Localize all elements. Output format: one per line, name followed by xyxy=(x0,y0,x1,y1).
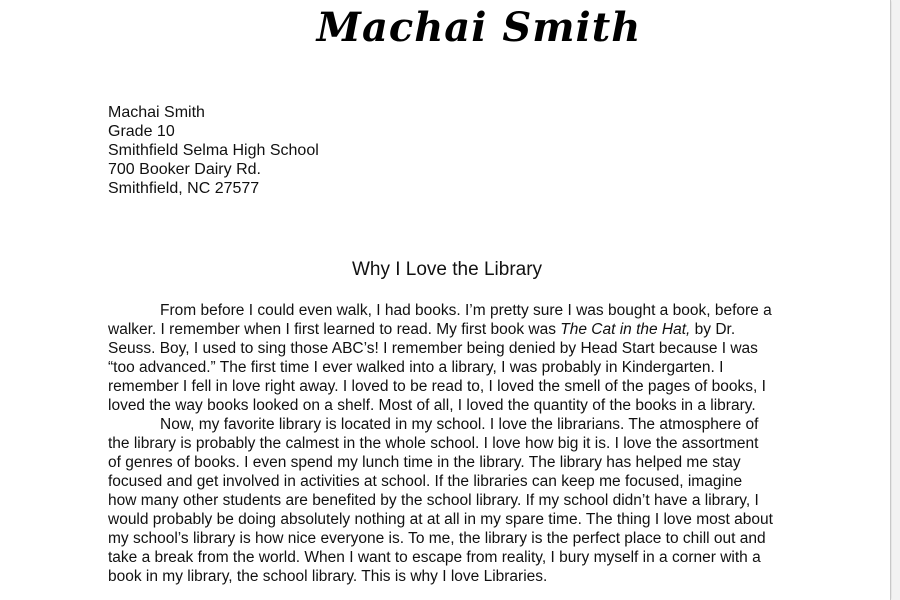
paragraph-line: “too advanced.” The first time I ever walked into a library, I was probably in Kindergarten. I xyxy=(108,359,724,376)
paragraph-line: focused and get involved in activities at school. If the libraries can keep me focused, imagine xyxy=(108,473,743,490)
paragraph-line: From before I could even walk, I had books. I’m pretty sure I was bought a book, before a xyxy=(160,302,772,319)
header-name: Machai Smith xyxy=(316,4,642,51)
paragraph-line: remember I fell in love right away. I loved to be read to, I loved the smell of the pages of books, I xyxy=(108,378,766,395)
line-text: by Dr. xyxy=(690,321,736,338)
paragraph-1 xyxy=(108,301,798,415)
paragraph-line: Now, my favorite library is located in my school. I love the librarians. The atmosphere of xyxy=(160,416,759,433)
paragraph-line: the library is probably the calmest in the whole school. I love how big it is. I love the assortment xyxy=(108,435,759,452)
paragraph-line: loved the way books looked on a shelf. Most of all, I loved the quantity of the books in a library. xyxy=(108,397,756,414)
book-title: The Cat in the Hat, xyxy=(560,321,691,338)
scrollbar[interactable] xyxy=(892,0,900,600)
paragraph-line: Seuss. Boy, I used to sing those ABC’s! I remember being denied by Head Start because I was xyxy=(108,340,758,357)
paragraph-2 xyxy=(108,415,798,586)
paragraph-line: take a break from the world. When I want to escape from reality, I bury myself in a corner with a xyxy=(108,549,761,566)
essay-title: Why I Love the Library xyxy=(351,259,543,280)
address-city: Smithfield, NC 27577 xyxy=(108,180,260,197)
paragraph-line: my school’s library is how nice everyone is. To me, the library is the perfect place to chill out and xyxy=(108,530,766,547)
address-block xyxy=(108,103,319,198)
address-name: Machai Smith xyxy=(108,104,205,121)
address-grade: Grade 10 xyxy=(108,123,175,140)
paragraph-line: book in my library, the school library. This is why I love Libraries. xyxy=(108,568,548,585)
address-school: Smithfield Selma High School xyxy=(108,142,319,159)
line-text: walker. I remember when I first learned to read. My first book was xyxy=(108,321,561,338)
address-street: 700 Booker Dairy Rd. xyxy=(108,161,261,178)
paragraph-line: would probably be doing absolutely nothing at at all in my spare time. The thing I love most about xyxy=(108,511,773,528)
paragraph-line: of genres of books. I even spend my lunch time in the library. The library has helped me stay xyxy=(108,454,741,471)
essay-body xyxy=(108,301,798,586)
paragraph-line xyxy=(108,320,798,339)
paragraph-line: how many other students are benefited by the school library. If my school didn’t have a library, I xyxy=(108,492,759,509)
